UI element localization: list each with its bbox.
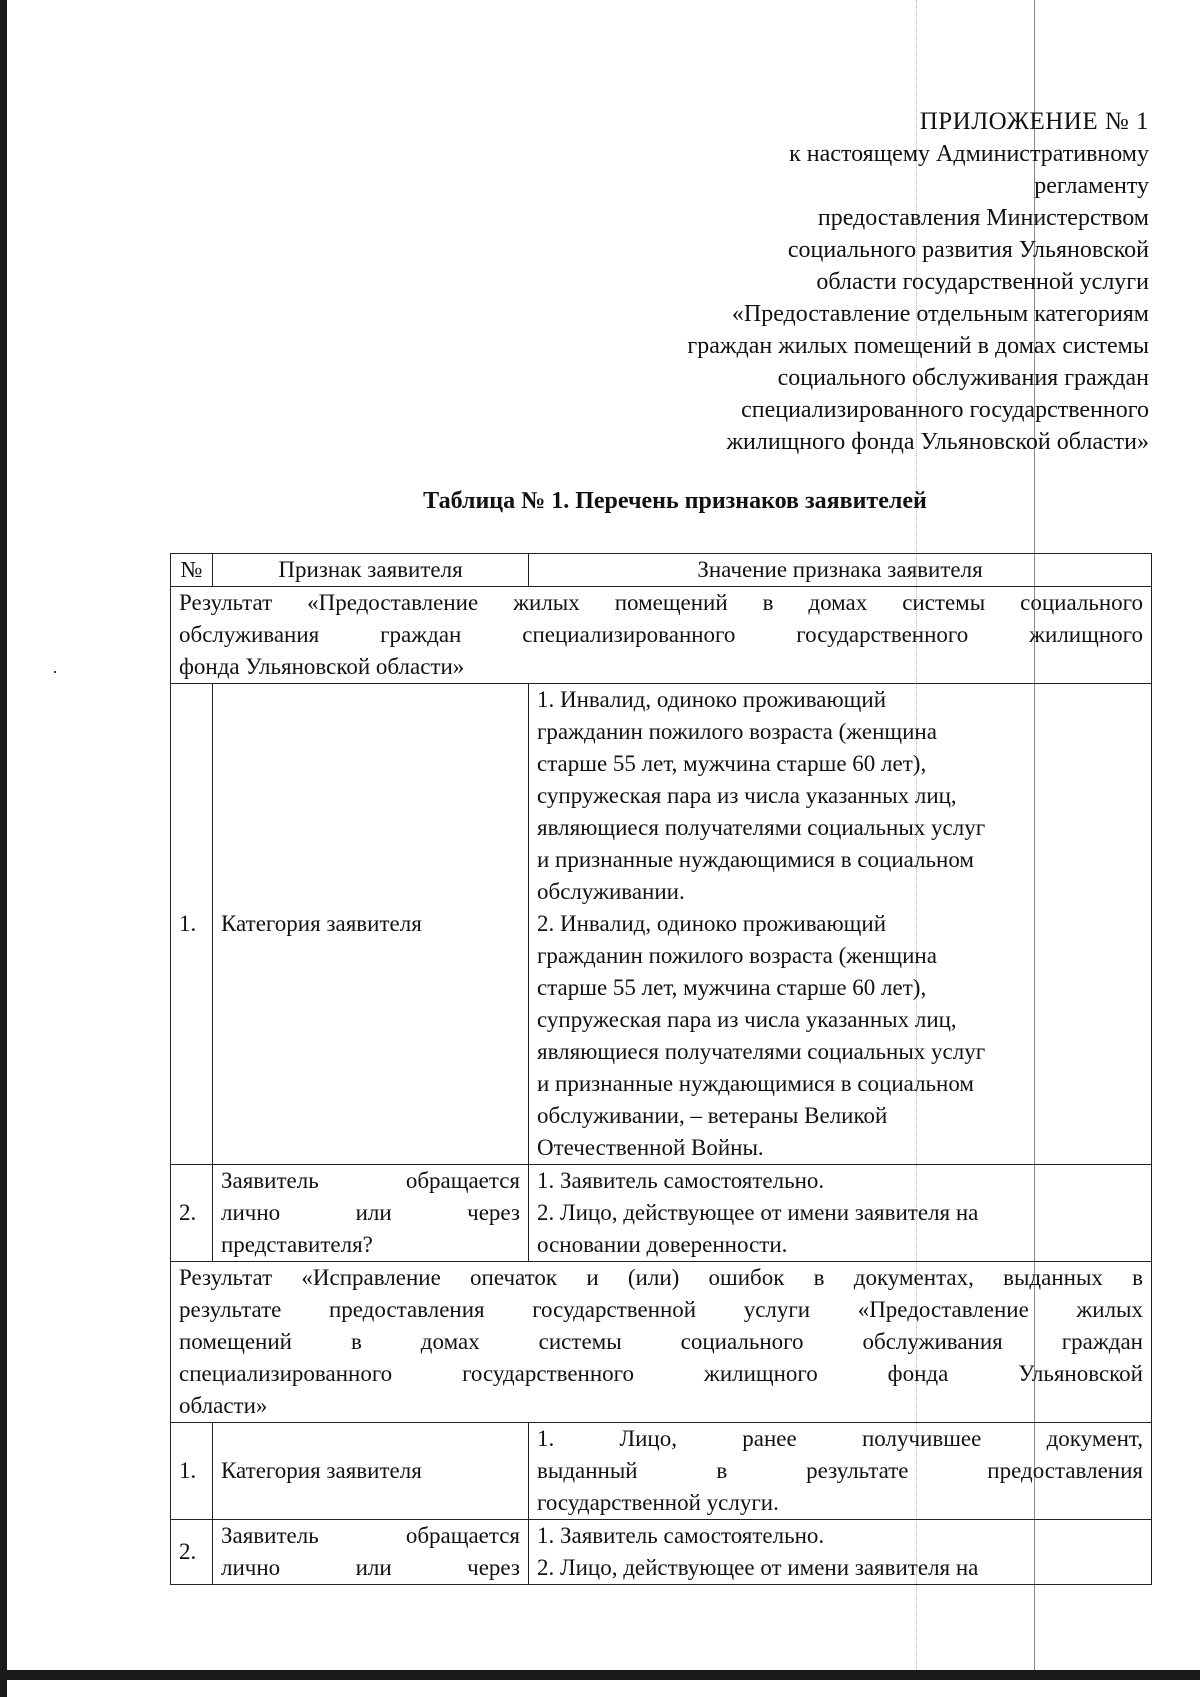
value-line: 1. Лицо, ранее получившее документ, xyxy=(537,1426,1143,1451)
table-header-row xyxy=(171,554,1152,587)
section-row xyxy=(171,587,1152,684)
value-line: Отечественной Войны. xyxy=(537,1135,764,1160)
section-2-title xyxy=(171,1262,1152,1423)
table-row xyxy=(171,1423,1152,1520)
section-1-title xyxy=(171,587,1152,684)
section-row xyxy=(171,1262,1152,1423)
section-line: фонда Ульяновской области» xyxy=(179,654,465,679)
section-line: Результат «Предоставление жилых помещений в домах системы социального xyxy=(179,590,1143,615)
applicant-attributes-table xyxy=(170,553,1152,1585)
appendix-header xyxy=(687,106,1149,458)
attribute-line: Заявитель обращается xyxy=(221,1523,520,1548)
value-line: являющиеся получателями социальных услуг xyxy=(537,815,986,840)
row-attribute xyxy=(213,1520,529,1585)
header-cell-value: Значение признака заявителя xyxy=(529,554,1152,587)
header-line: специализированного государственного xyxy=(741,397,1149,423)
value-line: 2. Лицо, действующее от имени заявителя на xyxy=(537,1200,979,1225)
attribute-line: представителя? xyxy=(221,1232,373,1257)
value-line: обслуживании, – ветераны Великой xyxy=(537,1103,888,1128)
row-value xyxy=(529,1423,1152,1520)
value-line: основании доверенности. xyxy=(537,1232,788,1257)
table-row xyxy=(171,1520,1152,1585)
attribute-line: Заявитель обращается xyxy=(221,1168,520,1193)
section-line: Результат «Исправление опечаток и (или) ошибок в документах, выданных в xyxy=(179,1265,1143,1290)
attribute-line: лично или через xyxy=(221,1555,520,1580)
value-line: 2. Лицо, действующее от имени заявителя на xyxy=(537,1555,979,1580)
value-line: выданный в результате предоставления xyxy=(537,1458,1143,1483)
header-line: «Предоставление отдельным категориям xyxy=(731,301,1149,327)
section-line: помещений в домах системы социального обслуживания граждан xyxy=(179,1329,1143,1354)
row-attribute: Категория заявителя xyxy=(213,1423,529,1520)
row-number: 1. xyxy=(171,684,213,1165)
section-line: результате предоставления государственной услуги «Предоставление жилых xyxy=(179,1297,1143,1322)
section-line: специализированного государственного жилищного фонда Ульяновской xyxy=(179,1361,1143,1386)
header-line: граждан жилых помещений в домах системы xyxy=(687,333,1149,359)
value-line: 1. Заявитель самостоятельно. xyxy=(537,1523,825,1548)
value-line: гражданин пожилого возраста (женщина xyxy=(537,719,937,744)
row-attribute xyxy=(213,1165,529,1262)
value-line: 1. Инвалид, одиноко проживающий xyxy=(537,687,886,712)
table-row xyxy=(171,684,1152,1165)
row-value xyxy=(529,1520,1152,1585)
scan-bottom-edge xyxy=(0,1670,1200,1680)
scan-left-edge xyxy=(0,0,7,1697)
value-line: 2. Инвалид, одиноко проживающий xyxy=(537,911,886,936)
header-cell-attribute: Признак заявителя xyxy=(213,554,529,587)
header-line: предоставления Министерством xyxy=(817,205,1149,231)
header-line: социального развития Ульяновской xyxy=(787,237,1149,263)
value-line: государственной услуги. xyxy=(537,1490,779,1515)
value-line: супружеская пара из числа указанных лиц, xyxy=(537,1007,957,1032)
header-line: области государственной услуги xyxy=(816,269,1149,295)
value-line: являющиеся получателями социальных услуг xyxy=(537,1039,986,1064)
header-line: социального обслуживания граждан xyxy=(777,365,1149,391)
attribute-line: лично или через xyxy=(221,1200,520,1225)
row-number: 2. xyxy=(171,1165,213,1262)
header-line: регламенту xyxy=(1034,173,1149,199)
value-line: супружеская пара из числа указанных лиц, xyxy=(537,783,957,808)
table-row xyxy=(171,1165,1152,1262)
row-number: 1. xyxy=(171,1423,213,1520)
value-line: старше 55 лет, мужчина старше 60 лет), xyxy=(537,751,927,776)
value-line: и признанные нуждающимися в социальном xyxy=(537,1071,974,1096)
table-title: Таблица № 1. Перечень признаков заявителей xyxy=(423,488,927,514)
row-value xyxy=(529,684,1152,1165)
value-line: 1. Заявитель самостоятельно. xyxy=(537,1168,825,1193)
value-line: обслуживании. xyxy=(537,879,685,904)
row-number: 2. xyxy=(171,1520,213,1585)
row-attribute: Категория заявителя xyxy=(213,684,529,1165)
value-line: старше 55 лет, мужчина старше 60 лет), xyxy=(537,975,927,1000)
header-line: к настоящему Административному xyxy=(789,141,1149,167)
row-value xyxy=(529,1165,1152,1262)
section-line: области» xyxy=(179,1393,268,1418)
value-line: гражданин пожилого возраста (женщина xyxy=(537,943,937,968)
scan-speck xyxy=(54,671,56,673)
value-line: и признанные нуждающимися в социальном xyxy=(537,847,974,872)
appendix-title: ПРИЛОЖЕНИЕ № 1 xyxy=(919,108,1149,135)
header-cell-number: № xyxy=(171,554,213,587)
section-line: обслуживания граждан специализированного государственного жилищного xyxy=(179,622,1143,647)
header-line: жилищного фонда Ульяновской области» xyxy=(726,429,1149,455)
